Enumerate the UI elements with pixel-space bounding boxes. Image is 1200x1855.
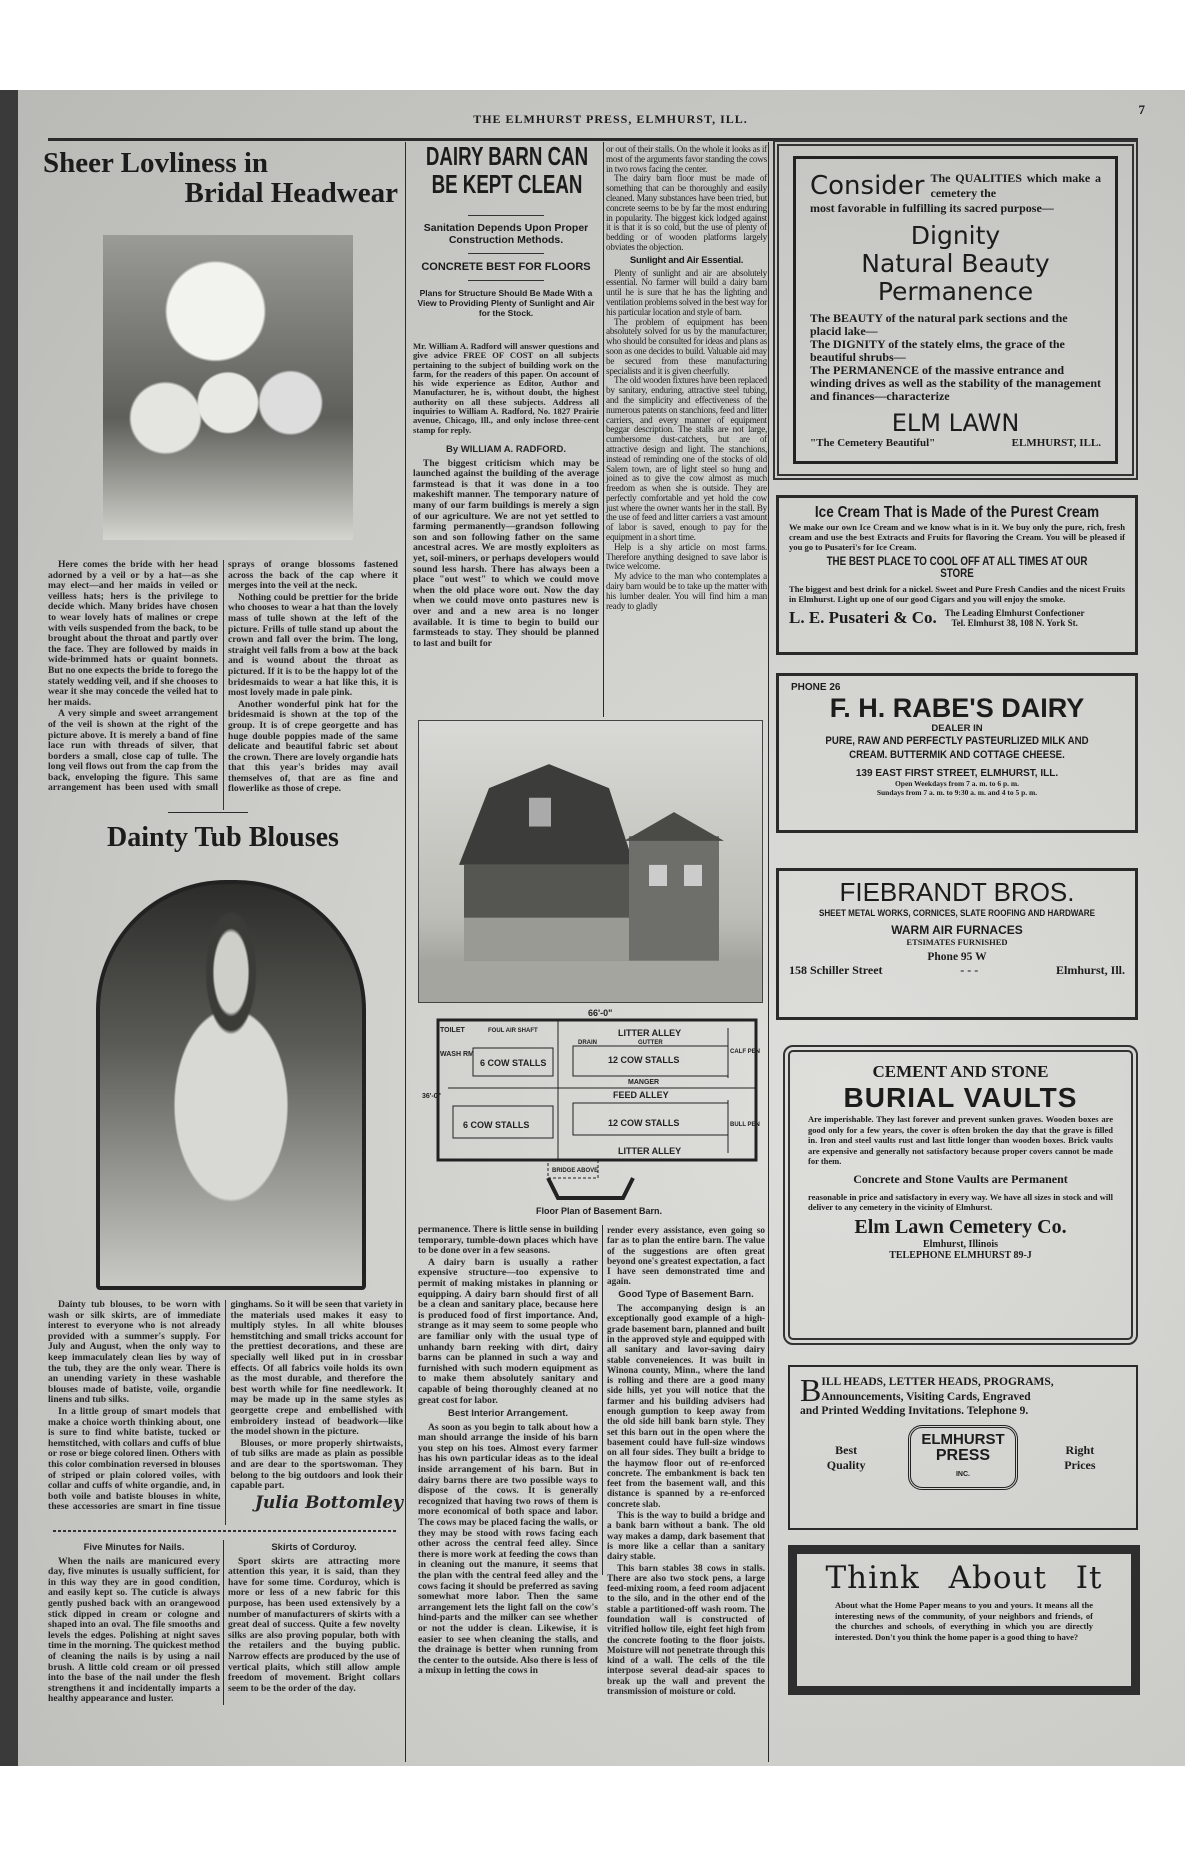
city: Elmhurst, Illinois [922, 1238, 999, 1250]
column-rule [603, 142, 604, 717]
plan-label-litter-alley: LITTER ALLEY [618, 1028, 682, 1038]
paragraph: Dainty tub blouses, to be worn with wash or silk skirts, are of immediate interest to everyone who is not already provided with a summer's supply. For July and August, when the only way to keep immaculately clean lies by way of the tub, they are the only wear. There is an unending variety in these washable blouses made of batiste, voile, organdie linens and tub silks. [48, 1299, 221, 1406]
slogan: "The Cemetery Beautiful" [810, 437, 936, 449]
vaults-text: Are imperishable. They last forever and prevent sunken graves. Wooden boxes are good only for a few years, the cover is often broken the day that the grave is filled in. Iron and steel vaults rust and last little longer than wooden boxes. Brick vaults are expensive and generally not satisfactory because proper covers cannot be made for them. [808, 1114, 1113, 1166]
skirts-title: Skirts of Corduroy. [271, 1542, 357, 1553]
elm-lawn-virtues [810, 222, 1101, 306]
plan-label-gutter: GUTTER [638, 1040, 663, 1046]
estimates: ETSIMATES FURNISHED [906, 937, 1008, 947]
paragraph: This barn stables 38 cows in stalls. There are also two stock pens, a large feed-mixing room, a feed room adjacent to the silo, and in the other end of the stable a partitioned-off wash room. The foundation wall is constructed of vitrified hollow tile, eight feet high from the concrete footing to the floor joists. Moisture will not penetrate through this kind of a wall. The cells of the tile interpose several dead-air spaces to break up the wall and prevent the transmission of moisture or cold. [607, 1562, 765, 1697]
byline: By WILLIAM A. RADFORD. [446, 444, 566, 455]
right-prices: Right Prices [1064, 1442, 1096, 1472]
column-rule [405, 142, 406, 1762]
plan-label-12-cow-stalls: 12 COW STALLS [608, 1118, 680, 1128]
plan-label-feed-alley: FEED ALLEY [613, 1090, 669, 1100]
dairy-lower-column-1 [418, 1225, 598, 1678]
editor-note: Mr. William A. Radford will answer questions and give advice FREE OF COST on all subjects pertaining to the subject of building work on the farm, for the readers of this paper. On account of his wide experience as Editor, Author and Manufacturer, he is, without doubt, the highest authority on all these subjects. Address all inquiries to William A. Radford, No. 1827 Prairie avenue, Chicago, Ill., and only inclose three-cent stamp for reply. [413, 341, 599, 435]
nails-title: Five Minutes for Nails. [83, 1542, 185, 1553]
column-rule [223, 1540, 224, 1705]
deck: Plans for Structure Should Be Made With a View to Providing Plenty of Sunlight and Air for the Stock. [417, 288, 595, 318]
paragraph: Help is a shy article on most farms. Therefore anything designed to save labor is twice welcome. [606, 541, 767, 572]
virtue: Natural Beauty [861, 249, 1050, 278]
offer-line: and Printed Wedding Invitations. Telephone 9. [800, 1405, 1029, 1417]
paragraph: The dairy barn floor must be made of something that can be thoroughly and easily cleaned. Many substances have been tried, but concrete seems to be by far the most enduring in popularity. The biggest kick lodged against it is that it is so cold, but the use of plenty of bedding or of wooden platforms largely obviates the objection. [606, 173, 767, 252]
plan-label-manger: MANGER [628, 1079, 660, 1086]
hours: Open Weekdays from 7 a. m. to 6 p. m. [894, 779, 1020, 788]
pusateri-signoff [789, 608, 1125, 628]
vaults-line1: CEMENT AND STONE [872, 1062, 1049, 1081]
floor-plan [418, 1008, 766, 1218]
qualities-text: The QUALITIES which make a cemetery the [930, 171, 1101, 200]
paragraph: In a little group of smart models that make a choice worth thinking about, one is sure to find white batiste, tucked or hemstitched, with collars and cuffs of blue or rose or biege colored linen. Others with this color combination reversed in blouses of striped or plain colored voiles, with collar and cuffs of white organdie, and, in both voile and batiste blouses in white, these accessories are smart in fine tissue ginghams. So it will be seen that variety in the materials used makes it easy to multiply styles. In all white blouses hemstitching and small tricks account for the prettiest decorations, and these are specially well liked put in in crossbar effects. Of all fabrics voile holds its own as the most durable, and therefore the best worth while for fine needlework. It may be made up in the same styles as georgette crepe and embellished with embroidery instead of beadwork—like the model shown in the picture. [48, 1299, 403, 1513]
paragraph: permanence. There is little sense in building temporary, tumble-down places which have to be done over in a few seasons. [418, 1224, 598, 1257]
paragraph: My advice to the man who contemplates a dairy barn would be to take up the matter with his lumber dealer. You will find him a man ready to gladly [606, 571, 767, 611]
address: 139 EAST FIRST STREET, ELMHURST, ILL. [855, 768, 1059, 779]
page-number: 7 [1138, 102, 1145, 117]
headline-line: BE KEPT CLEAN [431, 169, 583, 199]
logo-text: INC. [955, 1471, 970, 1478]
plan-label-calf-pen: CALF PEN [730, 1049, 760, 1055]
elmhurst-press-ad [788, 1365, 1138, 1530]
plan-label-12-cow-stalls: 12 COW STALLS [608, 1055, 680, 1065]
paragraph: Nothing could be prettier for the bride who chooses to wear a hat than the lovely mass of tulle shown at the left of the picture. Frills of tulle stand up about the crown and fall over the brim. The long, straight veil falls from a bow at the back and is wound about the throat as pictured. If it is to be the happy lot of the bridesmaids to wear a hat like this, it is most lovely made in pale pink. [228, 591, 398, 699]
plan-label-6-cow-stalls: 6 COW STALLS [480, 1058, 547, 1068]
wavy-divider [53, 1530, 398, 1532]
headline-line: DAIRY BARN CAN [425, 141, 589, 171]
press-logo-row [800, 1425, 1126, 1490]
elm-lawn-ad [773, 140, 1138, 480]
subhead: Best Interior Arrangement. [447, 1408, 568, 1420]
virtue: Permanence [877, 277, 1034, 306]
dairy-name: F. H. RABE'S DAIRY [829, 693, 1085, 723]
paragraph: As soon as you begin to talk about how a man should arrange the inside of his barn you step on his toes. Almost every farmer has his own particular ideas as to the ideal inside arrangement of his barn. But in dairy barns there are two possible ways to dispose of the cows. It is generally recognized that having two rows of them is more economical of both space and labor. The cows may be placed facing the walls, or they may be stood with rows facing each other across the central feed alley. Since there is more work at feeding the cows than in cleaning out the manure, it seems that the plan with the central feed alley and the cows facing it should be preferred as saving somewhat more labor. Then the same arrangement lets the light fall on the cow's hind-parts and the milker can see whether or not the udder is clean. Likewise, it is easier to see when cleaning the stalls, and the drainage is better when running from the center to the outside. Also there is less of a mixup in letting the cows in [418, 1421, 598, 1677]
press-offer [800, 1372, 1126, 1408]
services: SHEET METAL WORKS, CORNICES, SLATE ROOFING AND HARDWARE [818, 908, 1096, 919]
offer-line: ILL HEADS, LETTER HEADS, PROGRAMS, [821, 1376, 1054, 1388]
paragraph: Blouses, or more properly shirtwaists, of tub silks are made as plain as possible and are dear to the sportswoman. They belong to the big outdoors and look their capable part. [230, 1437, 403, 1492]
author-signature: Julia Bottomley [254, 1492, 403, 1513]
consider-line [810, 171, 1101, 201]
elmhurst-press-logo [908, 1425, 1017, 1490]
body-line: The BEAUTY of the natural park sections and the placid lake— [810, 311, 1068, 338]
company-name: Elm Lawn Cemetery Co. [854, 1215, 1067, 1238]
think-text: About what the Home Paper means to you and yours. It means all the interesting news of the community, of your neighbors and friends, of the churches and schools, of everything in which you are directly interested. Don't you think the home paper is a good thing to have? [835, 1600, 1093, 1642]
ice-cream-text: The biggest and best drink for a nickel. Sweet and Pure Fresh Candies and the nicest Fruits in Elmhurst. Light up one of our good Cigars and you will enjoy the smoke. [789, 584, 1125, 604]
masthead: THE ELMHURST PRESS, ELMHURST, ILL. [473, 112, 748, 126]
blouses-headline: Dainty Tub Blouses [107, 822, 339, 853]
elm-lawn-footer [810, 437, 1101, 449]
logo-text: PRESS [935, 1447, 991, 1464]
deck: CONCRETE BEST FOR FLOORS [421, 261, 591, 273]
skirts-article [228, 1540, 400, 1695]
plan-dimension-width: 66'-0" [588, 1008, 613, 1018]
ice-cream-text: We make our own Ice Cream and we know what is in it. We buy only the pure, rich, fresh cream and use the best Extracts and Fruits for flavoring the Cream. You will be pleased if you go to Pusateri's for Ice Cream. [789, 522, 1125, 552]
plan-label-wash-room: WASH RM [440, 1051, 474, 1058]
paragraph: A very simple and sweet arrangement of the veil is shown at the right of the picture above. It is merely a band of fine lace run with threads of silver, that borders a small, close cap of tulle. The long veil flows out from the cap from the back, enveloping the figure. This same arrangement has been used with small sprays of orange blossoms fastened across the back of the cap where it merges into the veil at the neck. [48, 559, 398, 794]
address-line [789, 963, 1125, 978]
subhead: Good Type of Basement Barn. [618, 1288, 754, 1300]
street: 158 Schiller Street [789, 963, 883, 977]
floor-plan-caption: Floor Plan of Basement Barn. [536, 1206, 663, 1216]
dairy-decks [412, 215, 600, 318]
tub-blouse-photo [96, 880, 366, 1290]
barn-illustration [419, 721, 763, 1003]
purpose-text: most favorable in fulfilling its sacred purpose— [810, 201, 1054, 215]
subhead: Sunlight and Air Essential. [629, 254, 744, 266]
headline-line: Sheer Lovliness in [43, 147, 269, 179]
paragraph: Sport skirts are attracting more attention this year, it is said, than they have for some time. Corduroy, which is more or less of a new fabric for this purpose, has been used extensively by a number of manufacturers of skirts with a great deal of success. Quite a few novelty silks are also proving popular, both with the retailers and the buying public. Narrow effects are produced by the use of vertical plaits, which still allow ample freedom of movement. Bright collars seem to be the order of the day. [228, 1555, 400, 1694]
paragraph: When the nails are manicured every day, five minutes is usually sufficient, for in this way they are in good condition, and easily kept so. The cuticle is always gently pushed back with an orangewood stick dipped in cream or cologne and shaped into an oval. The file smooths and levels the edges. Polishing at night saves time in the morning. The quickest method of cleaning the nails is by using a nail brush. A little cold cream or oil pressed into the base of the nail under the flesh strengthens it and incidentally imparts a healthy appearance and luster. [48, 1555, 220, 1705]
plan-dimension-depth: 36'-0" [422, 1093, 441, 1100]
dashes: - - - [960, 963, 979, 977]
company-name: L. E. Pusateri & Co. [789, 608, 937, 627]
newspaper-page [0, 90, 1185, 1766]
contact: Tel. Elmhurst 38, 108 N. York St. [951, 618, 1078, 628]
dairy-intro [413, 442, 599, 650]
nails-article [48, 1540, 220, 1706]
plan-label-bull-pen: BULL PEN [730, 1122, 760, 1128]
paragraph: Plenty of sunlight and air are absolutely essential. No farmer will build a dairy barn until he is sure that he has the lighting and ventilation problems solved in the best way for his particular location and style of barn. [606, 267, 767, 317]
best-quality: Best Quality [826, 1442, 866, 1472]
paragraph: The old wooden fixtures have been replaced by sanitary, enduring, attractive steel tubing, and the simplicity and effectiveness of the numerous patents on stanchions, feed and litter carriers, and every manner of equipment beggar description. The stalls are not large, cumbersome dust-catchers, but are of attractive design and light. The stanchions, instead of reminding one of the stocks of old Salem town, are of light steel so hung and joined as to give the cow almost as much freedom as when she is outside. They are perfectly comfortable and yet hold the cow just where the owner wants her in the stall. By the use of feed and litter carriers a vast amount of labor is saved, enough to pay for the equipment in a short time. [606, 375, 767, 543]
rabe-dairy-ad [776, 673, 1138, 833]
dairy-column-3 [606, 145, 767, 611]
paragraph: A dairy barn is usually a rather expensive structure—too expensive to permit of making mistakes in planning or equipping. A dairy barn should first of all be a clean and sanitary place, because here is produced food of first importance. And, strange as it may seem to some people who are familiar only with the usual type of unhandy barn reeking with dirt, dairy barns can be planned in such a way and furnished with such modern equipment as to make them absolutely sanitary and capable of being thoroughly cleaned at no great cost for labor. [418, 1256, 598, 1406]
fiebrandt-ad [776, 868, 1138, 1020]
paragraph: Here comes the bride with her head adorned by a veil or by a hat—as she may elect—and her maids in veiled or veilless hats; hers is the privilege to decide which. Many brides have chosen to wear lovely hats of malines or crepe with veils suspended from the back, to be brought about the throat and partly over the face. They are followed by maids in wide-brimmed hats or quaint bonnets. But no one expects the bride to forego the stately wedding veil, and if she chooses to wear it she may concede the veiled hat to her maids. [48, 559, 218, 708]
vaults-subhead: Concrete and Stone Vaults are Permanent [853, 1171, 1068, 1186]
dairy-headline [413, 142, 602, 198]
drop-cap: B [800, 1372, 822, 1408]
dealer-in: DEALER IN [931, 723, 983, 734]
furnaces: WARM AIR FURNACES [891, 923, 1023, 937]
ice-cream-banner: THE BEST PLACE TO COOL OFF AT ALL TIMES AT OUR STORE [826, 556, 1088, 580]
plan-label-toilet: TOILET [440, 1027, 465, 1034]
elm-lawn-body [810, 312, 1101, 403]
divider [168, 812, 248, 813]
elm-lawn-name: ELM LAWN [891, 409, 1020, 437]
dairy-lower-column-2 [607, 1225, 765, 1697]
phone: PHONE 26 [791, 682, 841, 693]
phone: Phone 95 W [927, 951, 987, 963]
bridal-headwear-photo [103, 235, 353, 540]
barn-photo [418, 720, 763, 1003]
bridal-article-body [48, 560, 398, 810]
ice-cream-ad [776, 495, 1138, 655]
city: Elmhurst, Ill. [1055, 963, 1125, 977]
paragraph: The problem of equipment has been absolutely solved for us by the manufacturer, who should be consulted for ideas and plans as soon as one decides to build. Valuable aid may be secured from these manufacturing specialists and it is given cheerfully. [606, 316, 767, 376]
plan-label-litter-alley: LITTER ALLEY [618, 1146, 682, 1156]
paragraph: This is the way to build a bridge and a bank barn without a bank. The old way makes a damp, dark basement that is more like a cellar than a sanitary dairy stable. [607, 1510, 765, 1562]
think-about-it-ad [788, 1545, 1140, 1695]
burial-vaults-ad [783, 1045, 1138, 1345]
ice-cream-headline: Ice Cream That is Made of the Purest Cream [814, 504, 1100, 521]
think-headline: Think About It [825, 1560, 1103, 1596]
vaults-text: reasonable in price and satisfactory in every way. We have all sizes in stock and will deliver to any cemetery in the vicinity of Elmhurst. [808, 1191, 1113, 1212]
plan-label-6-cow-stalls: 6 COW STALLS [463, 1120, 530, 1130]
plan-label-drain: DRAIN [578, 1040, 597, 1046]
bridal-headline [43, 148, 398, 208]
logo-text: ELMHURST [921, 1431, 1005, 1448]
products: PURE, RAW AND PERFECTLY PASTEURLIZED MILK AND CREAM. BUTTERMIK AND COTTAGE CHEESE. [825, 735, 1089, 761]
headline-line: Bridal Headwear [184, 177, 398, 209]
plan-label-air-shaft: FOUL AIR SHAFT [488, 1028, 538, 1034]
column-rule [602, 1225, 603, 1575]
tagline: The Leading Elmhurst Confectioner [944, 608, 1085, 618]
paragraph: The biggest criticism which may be launched against the building of the average farmstead is that it was done in a too makeshift manner. The temporary nature of many of our farm buildings is merely a sign of our agriculture. We are not yet settled to farming permanently—grandson following son and son following father on the same ancestral acres. We are mostly exploiters as yet, soil-miners, or perhaps developers would sound less harsh. There has always been a place "out west" to which we could move when the old place wore out. Now the day when we could move onto pastures new is over and and a new area is no longer available. It is time to begin to build our farmsteads to stay. They should be planned to last and built for [413, 457, 599, 649]
body-line: The PERMANENCE of the massive entrance and winding drives as well as the stability of the management and finances—characterize [810, 363, 1101, 403]
paragraph: or out of their stalls. On the whole it looks as if most of the arguments favor standing the cows in two rows facing the center. [606, 144, 767, 174]
consider-word: Consider [810, 171, 925, 201]
vaults-line2: BURIAL VAULTS [843, 1082, 1078, 1113]
phone: TELEPHONE ELMHURST 89-J [889, 1249, 1032, 1261]
virtue: Dignity [910, 221, 1001, 250]
paragraph: render every assistance, even going so far as to plan the entire barn. The value of the suggestions are often great beyond one's greatest expectation, a fact I have seen demonstrated time and again. [607, 1225, 765, 1287]
plan-label-bridge: BRIDGE ABOVE [552, 1168, 599, 1174]
deck: Sanitation Depends Upon Proper Construction Methods. [423, 222, 589, 246]
paragraph: The accompanying design is an exceptionally good example of a high-grade basement barn, planned and built in the approved style and equipped with all sanitary and lavor-saving dairy stable conveneiences. It was built in Winona county, Minn., where the land is rolling and there are a good many side hills, yet you will notice that the farmer and his building advisers had enough gumption to keep away from the old side hill bank barn style. They set this barn out in the open where the basement could have full-size windows on all four sides. They built a bridge to the haymow floor out of re-enforced concrete. The embankment is back ten feet from the basement wall, and this distance is spanned by a re-enforced concrete slab. [607, 1303, 765, 1509]
paragraph: Another wonderful pink hat for the bridesmaid is shown at the top of the group. It is of crepe georgette and has huge double poppies made of the same delicate and beautiful fabric set about the crown. There are lovely organdie hats that this year's brides may avail themselves of, that are as fine and flowerlike as those of crepe. [228, 698, 398, 795]
body-line: The DIGNITY of the stately elms, the grace of the beautiful shrubs— [810, 337, 1065, 364]
city: ELMHURST, ILL. [1011, 437, 1101, 449]
company-name: FIEBRANDT BROS. [839, 877, 1075, 907]
column-rule [768, 142, 769, 1762]
hours: Sundays from 7 a. m. to 9:30 a. m. and 4 to 5 p. m. [876, 788, 1038, 797]
offer-line: Announcements, Visiting Cards, Engraved [821, 1391, 1031, 1403]
blouses-article-body [48, 1300, 403, 1525]
